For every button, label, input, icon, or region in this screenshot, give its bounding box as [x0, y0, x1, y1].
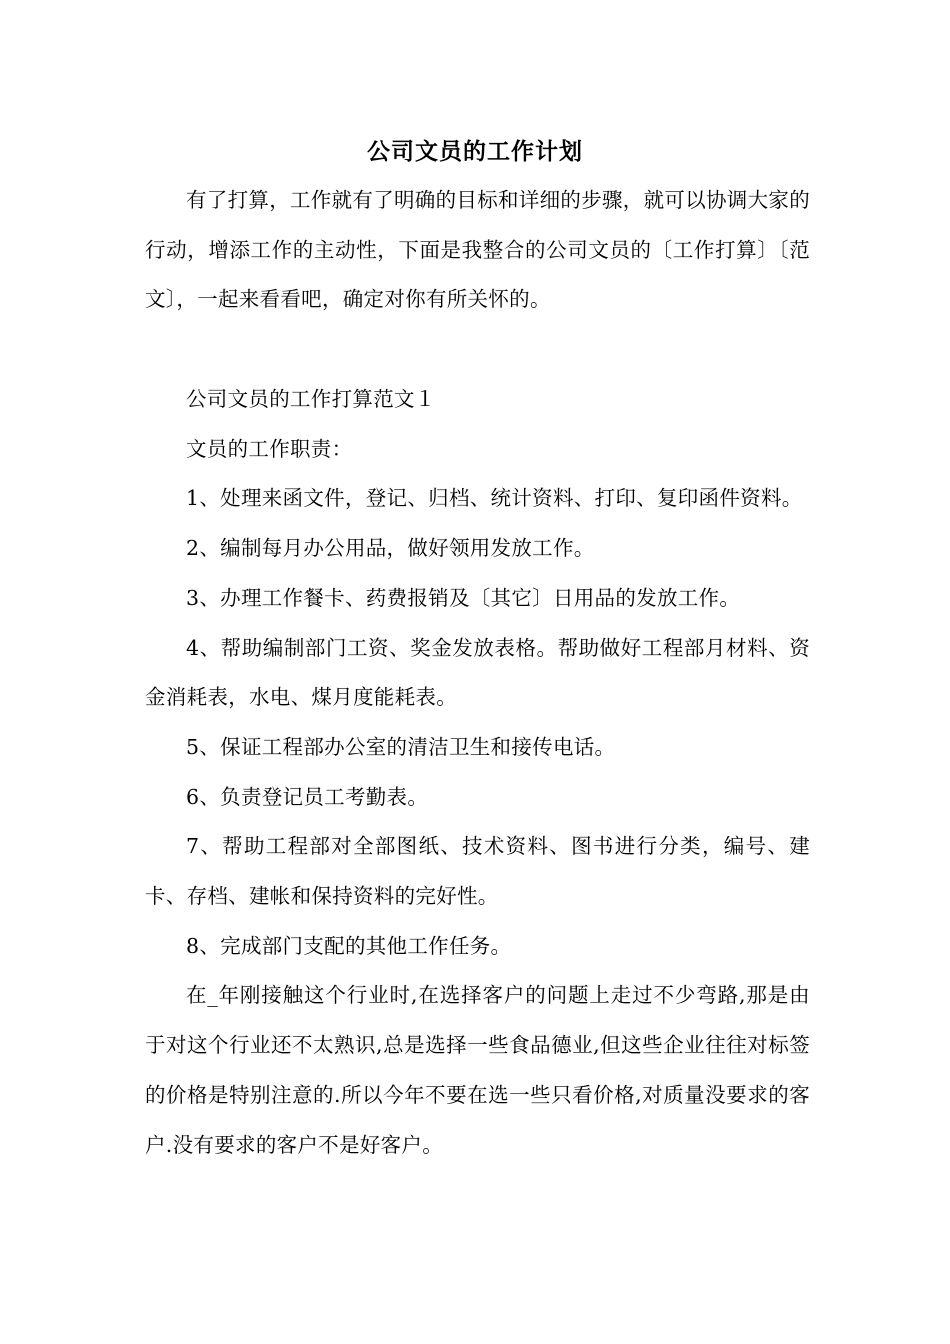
intro-paragraph: 有了打算，工作就有了明确的目标和详细的步骤，就可以协调大家的行动，增添工作的主动性，下面是我整合的公司文员的〔工作打算〕〔范文〕，一起来看看吧，确定对你有所关怀的。	[145, 188, 810, 312]
duty-item-8: 8、完成部门支配的其他工作任务。	[186, 933, 512, 958]
duty-item-7: 7、帮助工程部对全部图纸、技术资料、图书进行分类，编号、建卡、存档、建帐和保持资料的完好性。	[145, 834, 810, 909]
duty-item-3: 3、办理工作餐卡、药费报销及〔其它〕日用品的发放工作。	[186, 585, 741, 610]
intro-block	[145, 176, 810, 325]
duty-item-2: 2、编制每月办公用品，做好领用发放工作。	[186, 536, 595, 561]
duty-item-1: 1、处理来函文件，登记、归档、统计资料、打印、复印函件资料。	[186, 486, 803, 511]
main-content	[145, 375, 810, 1170]
duty-item-4: 4、帮助编制部门工资、奖金发放表格。帮助做好工程部月材料、资金消耗表，水电、煤月度能耗表。	[145, 635, 810, 710]
duties-heading: 文员的工作职责：	[186, 436, 353, 461]
duty-item-5: 5、保证工程部办公室的清洁卫生和接传电话。	[186, 734, 616, 759]
closing-paragraph: 在_年刚接触这个行业时,在选择客户的问题上走过不少弯路,那是由于对这个行业还不太熟识,总是选择一些食品德业,但这些企业往往对标签的价格是特别注意的.所以今年不要在选一些只看价格,对质量没要求的客户.没有要求的客户不是好客户。	[145, 983, 810, 1157]
duty-item-6: 6、负责登记员工考勤表。	[186, 784, 429, 809]
document-title: 公司文员的工作计划	[367, 138, 583, 165]
section-heading: 公司文员的工作打算范文１	[186, 387, 436, 411]
